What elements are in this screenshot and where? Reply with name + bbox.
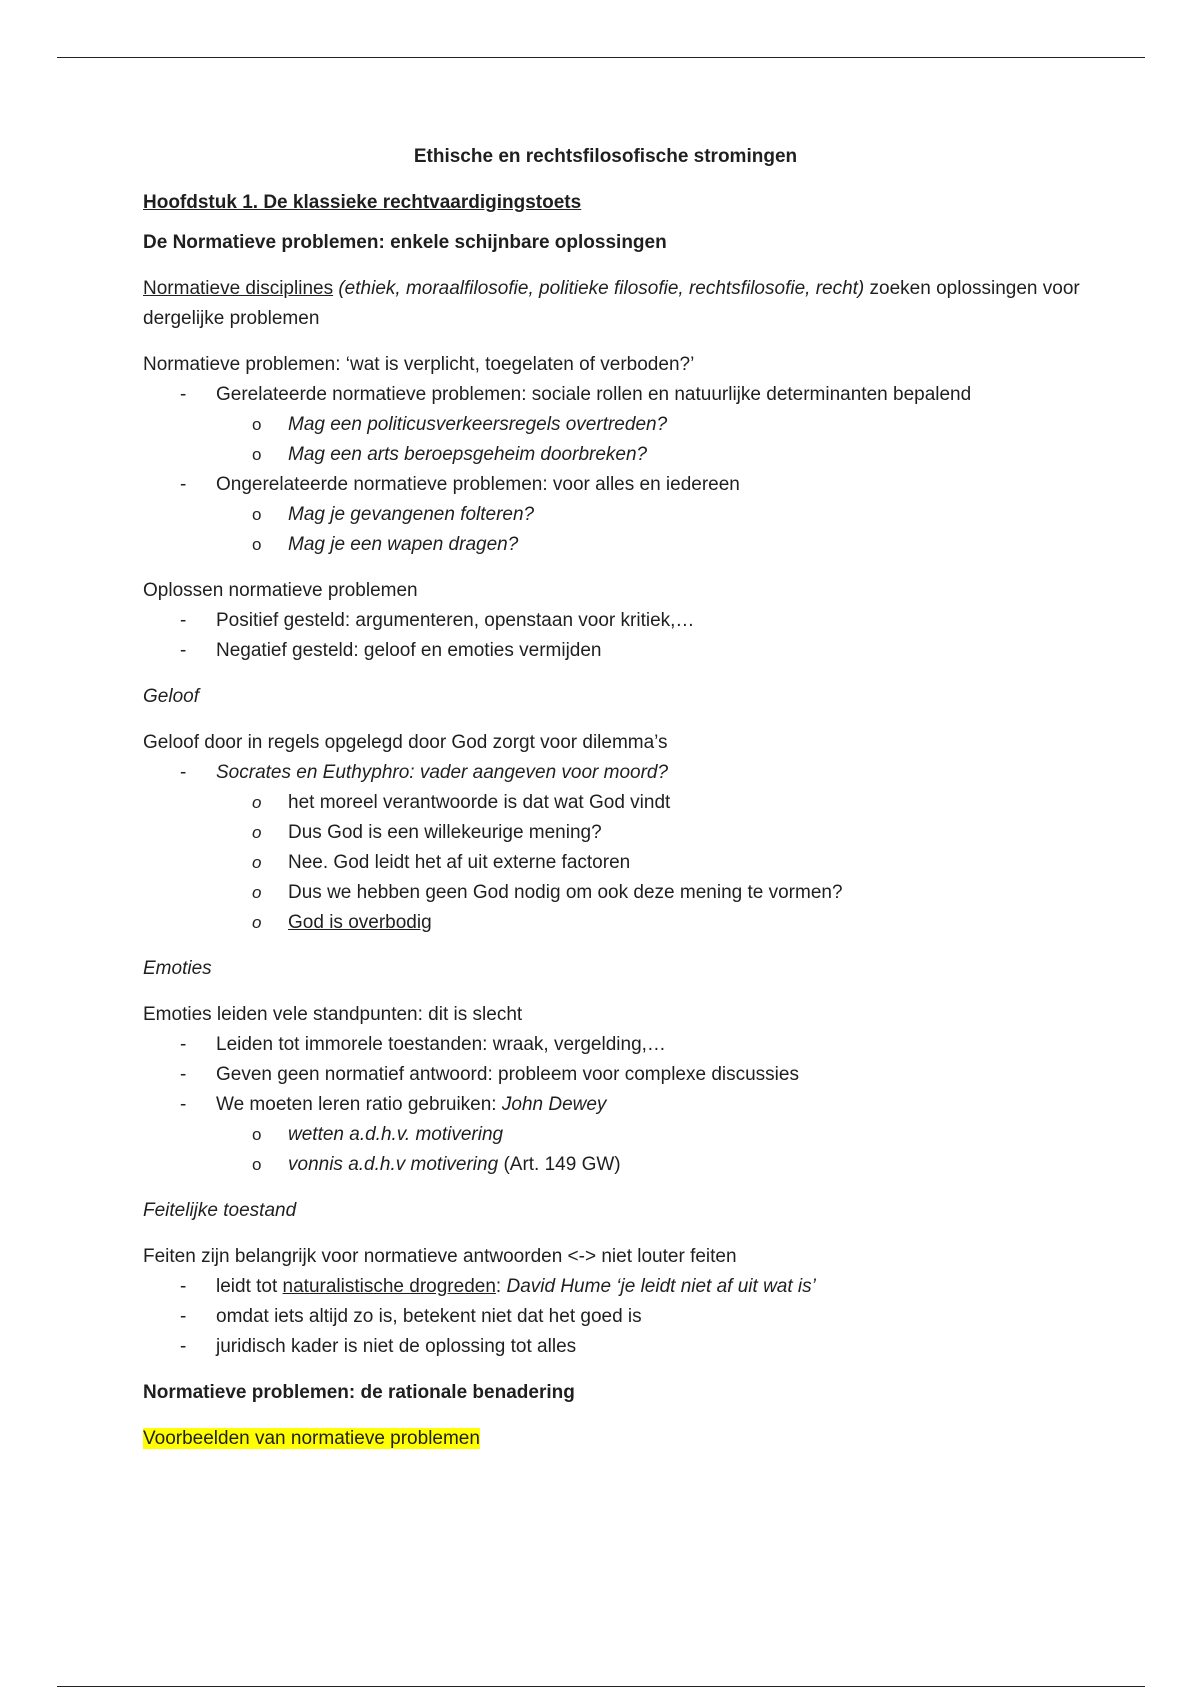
- circle-bullet: o: [252, 535, 262, 554]
- emoties-list: [143, 1030, 1083, 1180]
- dash-bullet: -: [180, 610, 187, 631]
- socrates-question: : vader aangeven voor moord?: [409, 762, 669, 783]
- list-item: [143, 1090, 1083, 1180]
- list-item-text: Negatief gesteld: geloof en emoties vermijden: [216, 640, 602, 661]
- ratio-author: John Dewey: [501, 1094, 607, 1115]
- dash-bullet: -: [180, 474, 187, 495]
- norm-problems-list: [143, 380, 1083, 560]
- dash-bullet: -: [180, 1034, 187, 1055]
- dash-bullet: -: [180, 1094, 187, 1115]
- circle-bullet: o: [252, 913, 262, 932]
- sub-item-text: Dus we hebben geen God nodig om ook deze mening te vormen?: [288, 882, 843, 903]
- list-item-lead: leidt tot: [216, 1276, 283, 1297]
- geloof-heading: Geloof: [143, 686, 199, 707]
- solving-list: [143, 606, 1083, 666]
- sub-item-reference: (Art. 149 GW): [498, 1154, 621, 1175]
- sub-list: [143, 500, 1083, 560]
- dash-bullet: -: [180, 762, 187, 783]
- socrates-names: Socrates en Euthyphro: [216, 762, 410, 783]
- circle-bullet: o: [252, 823, 262, 842]
- list-item: [143, 636, 1083, 666]
- circle-bullet: o: [252, 883, 262, 902]
- dash-bullet: -: [180, 384, 187, 405]
- emoties-line: Emoties leiden vele standpunten: dit is slecht: [143, 1004, 523, 1025]
- circle-bullet: o: [252, 793, 262, 812]
- sub-item-text: Mag een arts beroepsgeheim doorbreken?: [288, 444, 648, 465]
- sub-item-text: Mag een politicusverkeersregels overtreden?: [288, 414, 668, 435]
- sub-list: [143, 1120, 1083, 1180]
- sub-list-item: [143, 410, 1083, 440]
- fallacy-term: naturalistische drogreden: [282, 1276, 496, 1297]
- sub-list: [143, 788, 1083, 938]
- sub-list: [143, 410, 1083, 470]
- hume-quote: David Hume ‘je leidt niet af uit wat is’: [506, 1276, 816, 1297]
- list-item: [143, 758, 1083, 938]
- disciplines-examples: (ethiek, moraalfilosofie, politieke filosofie, rechtsfilosofie, recht): [338, 278, 865, 299]
- sub-list-item: [143, 530, 1083, 560]
- sub-item-text: het moreel verantwoorde is dat wat God vindt: [288, 792, 671, 813]
- highlighted-text: Voorbeelden van normatieve problemen: [143, 1428, 480, 1449]
- section-heading-2: Normatieve problemen: de rationale benadering: [143, 1382, 575, 1403]
- dash-bullet: -: [180, 1306, 187, 1327]
- dash-bullet: -: [180, 1336, 187, 1357]
- conclusion-text: God is overbodig: [288, 912, 432, 933]
- dash-bullet: -: [180, 1276, 187, 1297]
- list-item: [143, 1272, 1083, 1302]
- dash-bullet: -: [180, 1064, 187, 1085]
- circle-bullet: o: [252, 505, 262, 524]
- list-item: [143, 1060, 1083, 1090]
- list-item: [143, 380, 1083, 470]
- sub-item-text: Nee. God leidt het af uit externe factoren: [288, 852, 631, 873]
- geloof-line: Geloof door in regels opgelegd door God zorgt voor dilemma’s: [143, 732, 668, 753]
- sub-item-text: wetten a.d.h.v. motivering: [288, 1124, 504, 1145]
- emoties-heading: Emoties: [143, 958, 212, 979]
- feitelijk-heading: Feitelijke toestand: [143, 1200, 297, 1221]
- bottom-rule: [57, 1686, 1145, 1687]
- list-item: [143, 470, 1083, 560]
- list-item: [143, 1030, 1083, 1060]
- chapter-heading: Hoofdstuk 1. De klassieke rechtvaardigingstoets: [143, 192, 582, 213]
- list-item-text: Positief gesteld: argumenteren, openstaan voor kritiek,…: [216, 610, 695, 631]
- section-heading-1: De Normatieve problemen: enkele schijnbare oplossingen: [143, 232, 667, 253]
- feitelijk-list: [143, 1272, 1083, 1362]
- list-item: [143, 1302, 1083, 1332]
- circle-bullet: o: [252, 1125, 262, 1144]
- list-item-text: Gerelateerde normatieve problemen: sociale rollen en natuurlijke determinanten bepalend: [216, 384, 972, 405]
- sub-list-item: [143, 1150, 1083, 1180]
- sub-item-text: Mag je een wapen dragen?: [288, 534, 519, 555]
- circle-bullet: o: [252, 445, 262, 464]
- sub-item-text: Mag je gevangenen folteren?: [288, 504, 535, 525]
- highlighted-paragraph: [143, 1424, 1083, 1454]
- dash-bullet: -: [180, 640, 187, 661]
- circle-bullet: o: [252, 1155, 262, 1174]
- norm-problems-line: Normatieve problemen: ‘wat is verplicht, toegelaten of verboden?’: [143, 354, 695, 375]
- sub-list-item: [143, 788, 1083, 818]
- disciplines-rest: zoeken oplossingen voor dergelijke problemen: [143, 278, 1080, 329]
- list-item-colon: :: [495, 1276, 507, 1297]
- sub-list-item: [143, 878, 1083, 908]
- disciplines-term: Normatieve disciplines: [143, 278, 334, 299]
- feitelijk-line: Feiten zijn belangrijk voor normatieve antwoorden <-> niet louter feiten: [143, 1246, 737, 1267]
- ratio-text: We moeten leren ratio gebruiken:: [216, 1094, 502, 1115]
- sub-list-item: [143, 500, 1083, 530]
- top-rule: [57, 57, 1145, 58]
- sub-item-text: vonnis a.d.h.v motivering: [288, 1154, 499, 1175]
- list-item-text: Leiden tot immorele toestanden: wraak, vergelding,…: [216, 1034, 666, 1055]
- circle-bullet: o: [252, 853, 262, 872]
- sub-item-text: Dus God is een willekeurige mening?: [288, 822, 602, 843]
- sub-list-item: [143, 848, 1083, 878]
- sub-list-item: [143, 908, 1083, 938]
- disciplines-paragraph: [143, 274, 1083, 334]
- list-item-text: Ongerelateerde normatieve problemen: voor alles en iedereen: [216, 474, 740, 495]
- document-title: Ethische en rechtsfilosofische stromingen: [413, 146, 798, 167]
- circle-bullet: o: [252, 415, 262, 434]
- sub-list-item: [143, 818, 1083, 848]
- socrates-list: [143, 758, 1083, 938]
- list-item: [143, 1332, 1083, 1362]
- list-item-text: Geven geen normatief antwoord: probleem voor complexe discussies: [216, 1064, 799, 1085]
- sub-list-item: [143, 440, 1083, 470]
- solving-heading: Oplossen normatieve problemen: [143, 580, 418, 601]
- list-item-text: omdat iets altijd zo is, betekent niet dat het goed is: [216, 1306, 642, 1327]
- list-item: [143, 606, 1083, 636]
- list-item-text: juridisch kader is niet de oplossing tot alles: [216, 1336, 577, 1357]
- document-body: [143, 140, 1083, 1454]
- sub-list-item: [143, 1120, 1083, 1150]
